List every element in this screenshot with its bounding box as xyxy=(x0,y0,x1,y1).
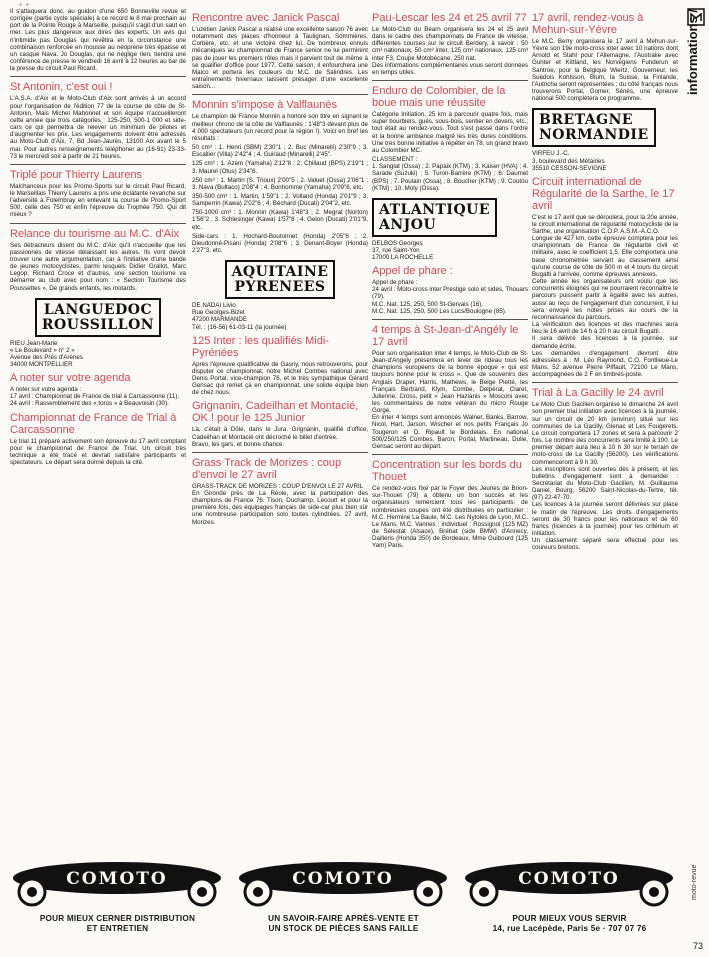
ad-caption-line: 14, rue Lacépède, Paris 5e · 707 07 76 xyxy=(492,924,647,933)
region-box xyxy=(372,198,497,237)
correspondent-address: VIRFEU J.-C. 3, boulevard des Métairies 35510 CESSON-SEVIGNE xyxy=(532,150,607,172)
ad-caption xyxy=(10,914,225,934)
article-heading: Championnat de France de Trial à Carcassonne xyxy=(10,411,177,436)
section-label: informations / xyxy=(685,9,700,95)
article-text: GRASS-TRACK DE MORIZES : COUP D'ENVOI LE 27 AVRIL En Gironde près de La Réole, avec la participation des champions de France 76. Tison, Duchamp, Lecourt et pour la première fois, des équipages français de side-car plus bien sûr une nombreuse participation solo toutes cylindrées. 27 avril, Morizes. xyxy=(192,482,368,526)
comoto-ad xyxy=(236,848,451,944)
side-strip xyxy=(683,0,709,957)
article-text: Le M.C. Berry organisera le 17 avril à Mehun-sur-Yèvre son 19e moto-cross inter avec 10 nations dont Arnold et Stahl pour l'Allemagne, l'Australie avec Gunter et Kittland, les Norvégiens Funderun et Santroe, pour la Belgique Wiertz, Gouverneur, les Suédois Kohlsson, Blum, la Suisse, la Finlande, l'Autriche seront représentées ; du côté français nous trouverons Portal, Gomer, Sénès, une épreuve national 500 complètera ce programme. xyxy=(532,38,678,103)
region-logo-aquitaine xyxy=(192,260,368,299)
svg-text:COMOTO: COMOTO xyxy=(292,869,394,889)
article-heading: 125 Inter : les qualifiés Midi-Pyrénées xyxy=(192,334,329,359)
svg-text:COMOTO: COMOTO xyxy=(66,869,168,889)
article-heading: Relance du tourisme au M.C. d'Aix xyxy=(10,227,180,240)
article-heading: Grass Track de Morizes : coup d'envoi le 27 avril xyxy=(192,456,342,481)
corner-mark: + + xyxy=(18,0,30,9)
results-text: 250 cm³ : 1. Martin (S. Trioux) 2'00"5 ; 2. Valuet (Ossa) 2'06"1 ; 3. Nava (Bultaco) 2'08"4 ; 4. Bonhomme (Yamaha) 2'09"6, etc. xyxy=(192,176,368,191)
article-heading: Pau-Lescar les 24 et 25 avril 77 xyxy=(372,12,527,24)
article-heading: Circuit international de Régularité de la Sarthe, le 17 avril xyxy=(532,175,675,212)
results-text: 125 cm³ : 1. Azem (Yamaha) 2'12"8 ; 2. Chillaud (BPS) 2'19"1 ; 3. Maurel (Otus) 2'34"6. xyxy=(192,160,368,175)
article-heading: Grignanin, Cadeilhan et Montacié, OK ! pour le 125 Junior xyxy=(192,400,359,425)
region-box xyxy=(225,260,336,299)
ad-caption-line: POUR MIEUX VOUS SERVIR xyxy=(512,914,627,923)
ad-caption-line: POUR MIEUX CERNER DISTRIBUTION xyxy=(39,914,196,923)
results-text: CLASSEMENT : 1. Sanglat (Ossa) ; 2. Papaix (KTM) ; 3. Kaiser (HVA) ; 4. Sarade (Suzuki) ; 5. Turon-Barrère (KTM) ; 6. Daumet (BPS) ; 7. Poulain (Ossa) ; 8. Boucher (KTM) ; 9. Coutou (KTM) ; 10. Moly (Ossa). xyxy=(372,156,528,192)
divider xyxy=(10,164,186,165)
region-name-line: LANGUEDOC xyxy=(43,301,153,318)
results-text: Side-cars : 1. Hochard-Boutonnet (Honda) 2'05"6 ; 2. Dieudonné-Pisani (Honda) 2'08"6 ; 3. Denant-Boyer (Honda) 2'27"3, etc. xyxy=(192,232,368,255)
region-box xyxy=(532,108,656,147)
region-logo-languedoc xyxy=(10,298,186,337)
article-text: Le Moto-Club du Béarn organisera les 24 et 25 avril dans le cadre des championnats de France de vitesse, différentes courses sur le circuit Berdery, à savoir : 50 cm³ nationaux, 50 cm³ inter, 125 cm³ nationaux, 125 cm³ inter F3, Coupe Motobécane, 250 nat. Des informations complémentaires vous seront données en temps utiles. xyxy=(372,26,528,76)
article-text: Après l'épreuve qualificative de Gasny, nous retrouverons, pour disputer ce championnat, notre Michel Combes national avec Denis Portal, vice-champion 76, et le très sympathique Gérard Gensac qui remet ça en championnat, une solide équipe bien de chez nous. xyxy=(192,360,368,397)
svg-text:COMOTO: COMOTO xyxy=(518,869,620,889)
region-name-line: PYRENEES xyxy=(234,279,326,296)
region-name-line: BRETAGNE xyxy=(539,112,634,129)
article-text: Ses détracteurs disent du M.C. d'Aix qu'il n'accueille que les passionnés de vitesse délaissant les autres. Ils vont devoir trouver une autre argumentation, car à l'initiative d'une bande de jeunes motocyclistes, parmi lesquels Didier Grallot, Marc Legop, Richard Croce et d'autres, une section tourisme va démarrer au club avec pour nom : « Section Tourisme des Poussettes ». De grands enfants, les motards. xyxy=(10,241,186,292)
article-text: C'est le 17 avril que se déroulera, pour la 20e année, le circuit international de régularité motocycliste de la Sarthe, une organisation C.O.P. A.S.M.-A.C.O. Longue de 427 km, cette épreuve comptera pour les championnats de France de régularité civil et militaire, avec le coefficient 1,5. Elle comportera une base chronométrée servant au classement ainsi qu'une course de côte de 500 m et 4 tours du circuit Bugatti à l'arrivée, comme épreuves annexes. Cette année les organisateurs ont voulu que les concurrents éloignés qui ne pourraient reconnaître le parcours puissent partir à égalité avec les autres, aussi au reçu de l'engagement d'un concurrent, il lui sera envoyé les notes prises au cours de la reconnaissance du parcours. La vérification des licences et des machines aura lieu le 16 avril de 14 h à 20 h au circuit Bugatti. Il sera délivré des licences à la journée, sur demande écrite. Les demandes d'engagement devront être adressées à : M. Léo Raymond, C.O. Fontlieue-Le Mans, 52 avenue Pierre Piffault, 72100 Le Mans, accompagnées de 2 F en timbres-poste. xyxy=(532,213,678,379)
article-text: Malchanceux pour les Promo-Sports sur le circuit Paul Ricard, le Marseillais Thierry Laurens a pris une éclatante revanche sur l'adversité à Folembray en enlevant la course de Promo-Sport 500, celle des 750 et enfin l'épreuve du Trophée 750. Qui dit mieux ? xyxy=(10,182,186,219)
column-2 xyxy=(192,8,368,528)
divider xyxy=(192,94,368,95)
column-1 xyxy=(10,8,186,468)
article-text: L'A.S.A. d'Aix et le Moto-Club d'Aix sont arrivés à un accord pour l'organisation de l'édition 77 de la course de côte de St-Antonin. Mais Michel Mahonnet et son équipe n'accueilleront cette année que trois catégories : 125-250, 500-1 000 et side-cars ce qui permettra de relever un minimum de pilotes et d'augmenter les prix. Les engagements doivent être adressés au Moto-Club d'Aix, 7, Bd Jean-Jaurès, 13100 Aix avant le 5 mai. Pour autres renseignements téléphoner au (16-91) 23-33-73 le mercredi soir à partir de 21 heures. xyxy=(10,95,186,160)
magazine-name: moto-revue xyxy=(691,864,698,900)
correspondent-address: RIEU Jean-Marie « Le Boulevard » n° 2 » Avenue des Prés d'Arènes 34000 MONTPELLIER xyxy=(10,339,83,368)
correspondent-address: DELBOS Georges 37, rue Saint-Yon 17000 LA ROCHELLE xyxy=(372,239,434,261)
divider xyxy=(372,80,528,81)
article-heading: Monnin s'impose à Valflaunès xyxy=(192,99,337,112)
page-number: 73 xyxy=(692,941,703,951)
article-text: Là, c'était à Dôle, dans le Jura. Grignanin, qualifié d'office, Cadeilhan et Montacié ont décroché le billet d'entrée. Bravo, les gars, et bonne chance. xyxy=(192,426,368,448)
article-heading: Triplé pour Thierry Laurens xyxy=(10,168,143,181)
article-text: Pour son organisation inter 4 temps, le Moto-Club de St-Jean-d'Angely présentera en lever de rideau tous les champions européens de la bonne époque « qui est toujours bonne pour le cross ». Que de souvenirs des Anglais Draper, Harris, Mathews, le Belge Pietté, les Français Bertrand, Klym, Combe, Delpérat, Claret, Julienne, Cross, petit « Jean Hazianis » Mosconi avec les commentaires de notre vétéran du micro Rouge Gorge. En inter 4 temps sont annoncés Walner, Banks, Barrow, Nicol, Hart, Jarson, Wischer et nos petits Français Jo Tougeron et D. Ripault le Bordelais. En national 500/250/125 Combes, Baron, Portal, Martineau, Dulie, Gensac seront au départ. xyxy=(372,349,528,450)
divider xyxy=(372,454,528,455)
comoto-logo-icon xyxy=(236,856,451,908)
region-name-line: ROUSSILLON xyxy=(41,316,155,333)
region-logo-bretagne xyxy=(532,108,678,147)
divider xyxy=(532,382,678,383)
column-4 xyxy=(532,8,678,554)
article-text: Il s'attaquera donc, au guidon d'une 650 Bonneville revue et corrigée (partie cycle spéciale) à ce record le 8 mai prochain au port de la Pointe Rouge à Marseille, puisqu'il s'agit d'un saut en mer. Les plus dangereux aux dires des experts. Un avis qui n'intimide pas Douglas qui revêtira en la circonstance une combinaison renforcée en mousse au néoprène très épaisse et un casque Nava. Jo Douglas, qui ne néglige rien, tiendra une conférence de presse le vendredi 16 avril à 12 heures au bar de la presse du circuit Paul Ricard. xyxy=(10,8,186,73)
results-text: 350-500 cm³ : 1. Martin, 1'59"1 ; 2. Volland (Honda) 2'01"9 ; 3. Samperrin (Kawa) 2'02"6 ; 4. Béchard (Ducati) 2'04"2, etc. xyxy=(192,192,368,208)
article-text: L'uzétien Janick Pascal a réalisé une excellente saison 76 avec notamment des places d'honneur à Taulignan, Sommières, Corbère, etc. et une victoire chez lui. De nombreux ennuis mécaniques au championnat de France senior ne lui permirent pas de jouer les premiers rôles mais il parvient tout de même à se qualifier d'office pour 1977. Cette saison, il enfourchera une Maico et portera les couleurs du M.C. de Salindres. Les entraînements hivernaux laissent présager d'une excellente saison... xyxy=(192,26,368,91)
article-text: Appel de phare : 24 avril : Moto-cross inter Prestige solo et sides, Thouars (79). M.C. Nat. 125, 250, 500 St-Gervais (16). M.C. Nat. 125, 250, 500 Les Lucs/Boulogne (85). xyxy=(372,279,528,315)
advertisement-band xyxy=(10,848,680,944)
divider xyxy=(10,76,186,77)
comoto-ad xyxy=(462,848,677,944)
region-name-line: ANJOU xyxy=(379,216,437,233)
column-3 xyxy=(372,8,528,551)
ad-caption-line: UN STOCK DE PIÈCES SANS FAILLE xyxy=(268,924,419,933)
region-logo-atlantique xyxy=(372,198,528,237)
article-text: Catégorie Initiation, 25 km à parcourir quatre fois, mais super bourbiers, gués, sous-bois, sentier en devers, etc., tout était au rendez-vous. Tout s'est passé dans l'ordre et la bonne ambiance malgré les très dures conditions. Une très bonne initiative à répéter en 78, un grand bravo au Colombier MC. xyxy=(372,111,528,154)
results-text: 750-1000 cm³ : 1. Monnin (Kawa) 1'48"3 ; 2. Megrat (Norton) 1'56"2 ; 3. Schlesinger (Kawa) 1'57"8 ; 4. Gelon (Ducati) 2'01"9, etc. xyxy=(192,209,368,231)
article-text: Ce rendez-vous fixé par le Foyer des Jeunes de Brion-sur-Thouet (79) a obtenu un bon succès et les organisateurs remercient tous les participants: de nombreuses coupes ont été distribuées en particulier : M.C. Hermine La Baule, M.C. Les Nytoles de Lyon, M.C. Le Mans, M.C. Vannes ; individuel : Rossignol (125 MZ) de Sélestat (Alsace), Bréhat (side BMW) d'Annecy, Dailleris (Honda 350) de Bordeaux, Mme Guibourd (125 Yam) Paris. xyxy=(372,485,528,550)
correspondent-address: DE NADAI Livio Rue Georges-Bizet 47200 MARMANDE Tél. : (16-56) 61-03-11 (la journée) xyxy=(192,302,287,331)
article-heading: Appel de phare : xyxy=(372,265,453,278)
ad-caption xyxy=(236,914,451,934)
article-text: Le trial 11 préparé activement son épreuve du 17 avril comptant pour le championnat de France de Trial. Un circuit très technique a été tracé et devrait satisfaire participants et spectateurs. Le départ sera donné depuis la cité. xyxy=(10,437,186,466)
ad-caption xyxy=(462,914,677,934)
article-heading: Concentration sur les bords du Thouet xyxy=(372,459,522,484)
article-heading: Rencontre avec Janick Pascal xyxy=(192,12,340,24)
article-heading: Trial à La Gacilly le 24 avril xyxy=(532,387,664,400)
comoto-ad xyxy=(10,848,225,944)
divider xyxy=(372,319,528,320)
comoto-logo-icon xyxy=(10,856,225,908)
region-box xyxy=(35,298,161,337)
divider xyxy=(10,223,186,224)
article-text: A noter sur votre agenda : 17 avril : Championnat de France de trial à Carcassonne (11). 24 avril : Rassemblement des « toros » à Beauvoisin (30). xyxy=(10,386,180,408)
article-text: Le champion de France Monnin a honoré son titre en signant le meilleur chrono de la côte de Valflaunès : 1'48"3 devant plus de 4 000 spectateurs (un record pour la région !). Voici en bref les résultats : xyxy=(192,113,368,142)
comoto-logo-icon xyxy=(462,856,677,908)
article-heading: 4 temps à St-Jean-d'Angély le 17 avril xyxy=(372,323,519,348)
article-heading: Enduro de Colombier, de la boue mais une réussite xyxy=(372,85,506,110)
ad-caption-line: UN SAVOIR-FAIRE APRÈS-VENTE ET xyxy=(268,914,419,923)
article-heading: St Antonin, c'est oui ! xyxy=(10,81,113,94)
results-text: 50 cm³ : 1. Henri (SBM) 2'30"1 ; 2. Buc (Minarelli) 2'30"9 ; 3. Escallier (Villa) 2'42"4 ; 4. Guiraud (Minarelli) 2'45". xyxy=(192,144,368,159)
region-name-line: ATLANTIQUE xyxy=(379,201,491,218)
divider xyxy=(192,452,368,453)
region-name-line: NORMANDIE xyxy=(539,127,649,144)
region-name-line: AQUITAINE xyxy=(231,264,329,281)
ad-caption-line: ET ENTRETIEN xyxy=(86,924,149,933)
article-heading: 17 avril, rendez-vous à Mehun-sur-Yèvre xyxy=(532,12,644,36)
article-text: Le Moto Club Gacilien organise le dimanche 24 avril son premier trial initiation avec licences à la journée, sur un circuit de 20 km (environ) situé sur les communes de La Gacilly, Glenac et Les Fougerets. Le circuit comportera 17 zones et sera à parcourir 2 fois. Le nombre des concurrents sera limité à 100. Le premier départ aura lieu à 10 h 30 sur le terrain de moto-cross de La Gacilly (56200). Les vérifications commenceront à 9 h 30. Les inscriptions sont ouvertes dès à présent, et les bulletins d'engagement sont à demander : Secrétariat du Moto-Club Gacilien, M. Guillaume Daniel, Bourg, 56200 Saint-Nicolas-du-Tertre, tél. (97) 22-47-70. Les licences à la journée seront délivrées sur place le matin de l'épreuve. Les droits d'engagements seront de 30 francs pour les nationaux et de 60 francs (licences à la journée) pour les critérium et initiation. Un classement séparé sera effectué pour les coureurs bretons. xyxy=(532,401,678,552)
article-heading: A noter sur votre agenda xyxy=(10,372,131,385)
